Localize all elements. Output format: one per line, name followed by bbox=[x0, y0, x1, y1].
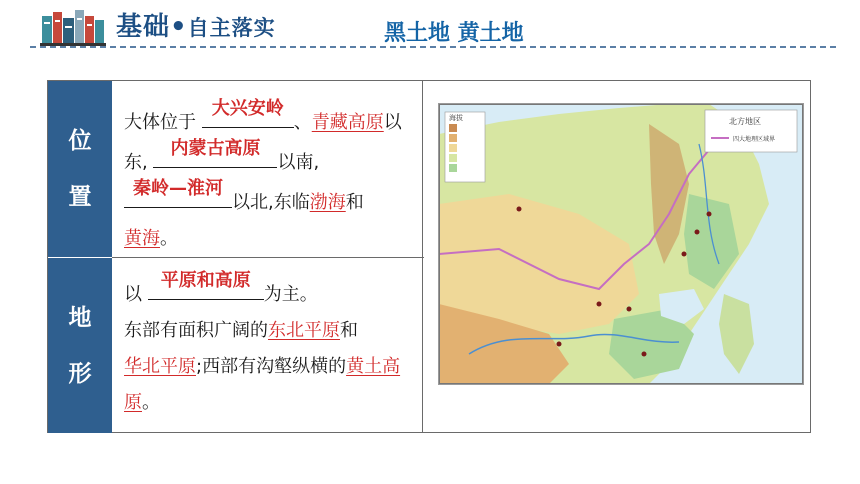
section-title: 基础•自主落实 bbox=[116, 12, 276, 42]
city-dot bbox=[517, 207, 522, 212]
column-divider bbox=[422, 81, 423, 432]
blank-answer: 平原和高原 bbox=[148, 273, 264, 300]
content-table bbox=[47, 80, 811, 433]
header-divider bbox=[30, 46, 836, 48]
location-text: 大体位于 大兴安岭 、青藏高原以东, 内蒙古高原 以南, 秦岭—淮河 以北,东临渤海和 黄海。 bbox=[124, 98, 402, 249]
city-dot bbox=[682, 252, 687, 257]
north-region-map bbox=[438, 103, 804, 385]
terrain-text: 以 平原和高原 为主。 东部有面积广阔的东北平原和 华北平原;西部有沟壑纵横的黄土高原。 bbox=[124, 270, 401, 413]
city-dot bbox=[597, 302, 602, 307]
row-label-location: 位 置 bbox=[48, 81, 112, 257]
row-label-terrain: 地 形 bbox=[48, 257, 112, 433]
city-dot bbox=[627, 307, 632, 312]
svg-text:北方地区: 北方地区 bbox=[729, 117, 761, 126]
blank-answer: 大兴安岭 bbox=[202, 101, 294, 128]
city-dot bbox=[707, 212, 712, 217]
city-dot bbox=[642, 352, 647, 357]
city-dot bbox=[557, 342, 562, 347]
svg-text:四大地理区域界: 四大地理区域界 bbox=[733, 136, 776, 143]
blank-answer: 内蒙古高原 bbox=[153, 141, 277, 168]
header bbox=[0, 0, 860, 52]
row-divider bbox=[112, 257, 424, 258]
topic-title: 黑土地 黄土地 bbox=[384, 21, 524, 46]
books-icon bbox=[40, 8, 106, 46]
blank-answer: 秦岭—淮河 bbox=[124, 181, 232, 208]
map-graphic bbox=[439, 104, 803, 384]
svg-text:海拔: 海拔 bbox=[449, 114, 463, 122]
city-dot bbox=[695, 230, 700, 235]
